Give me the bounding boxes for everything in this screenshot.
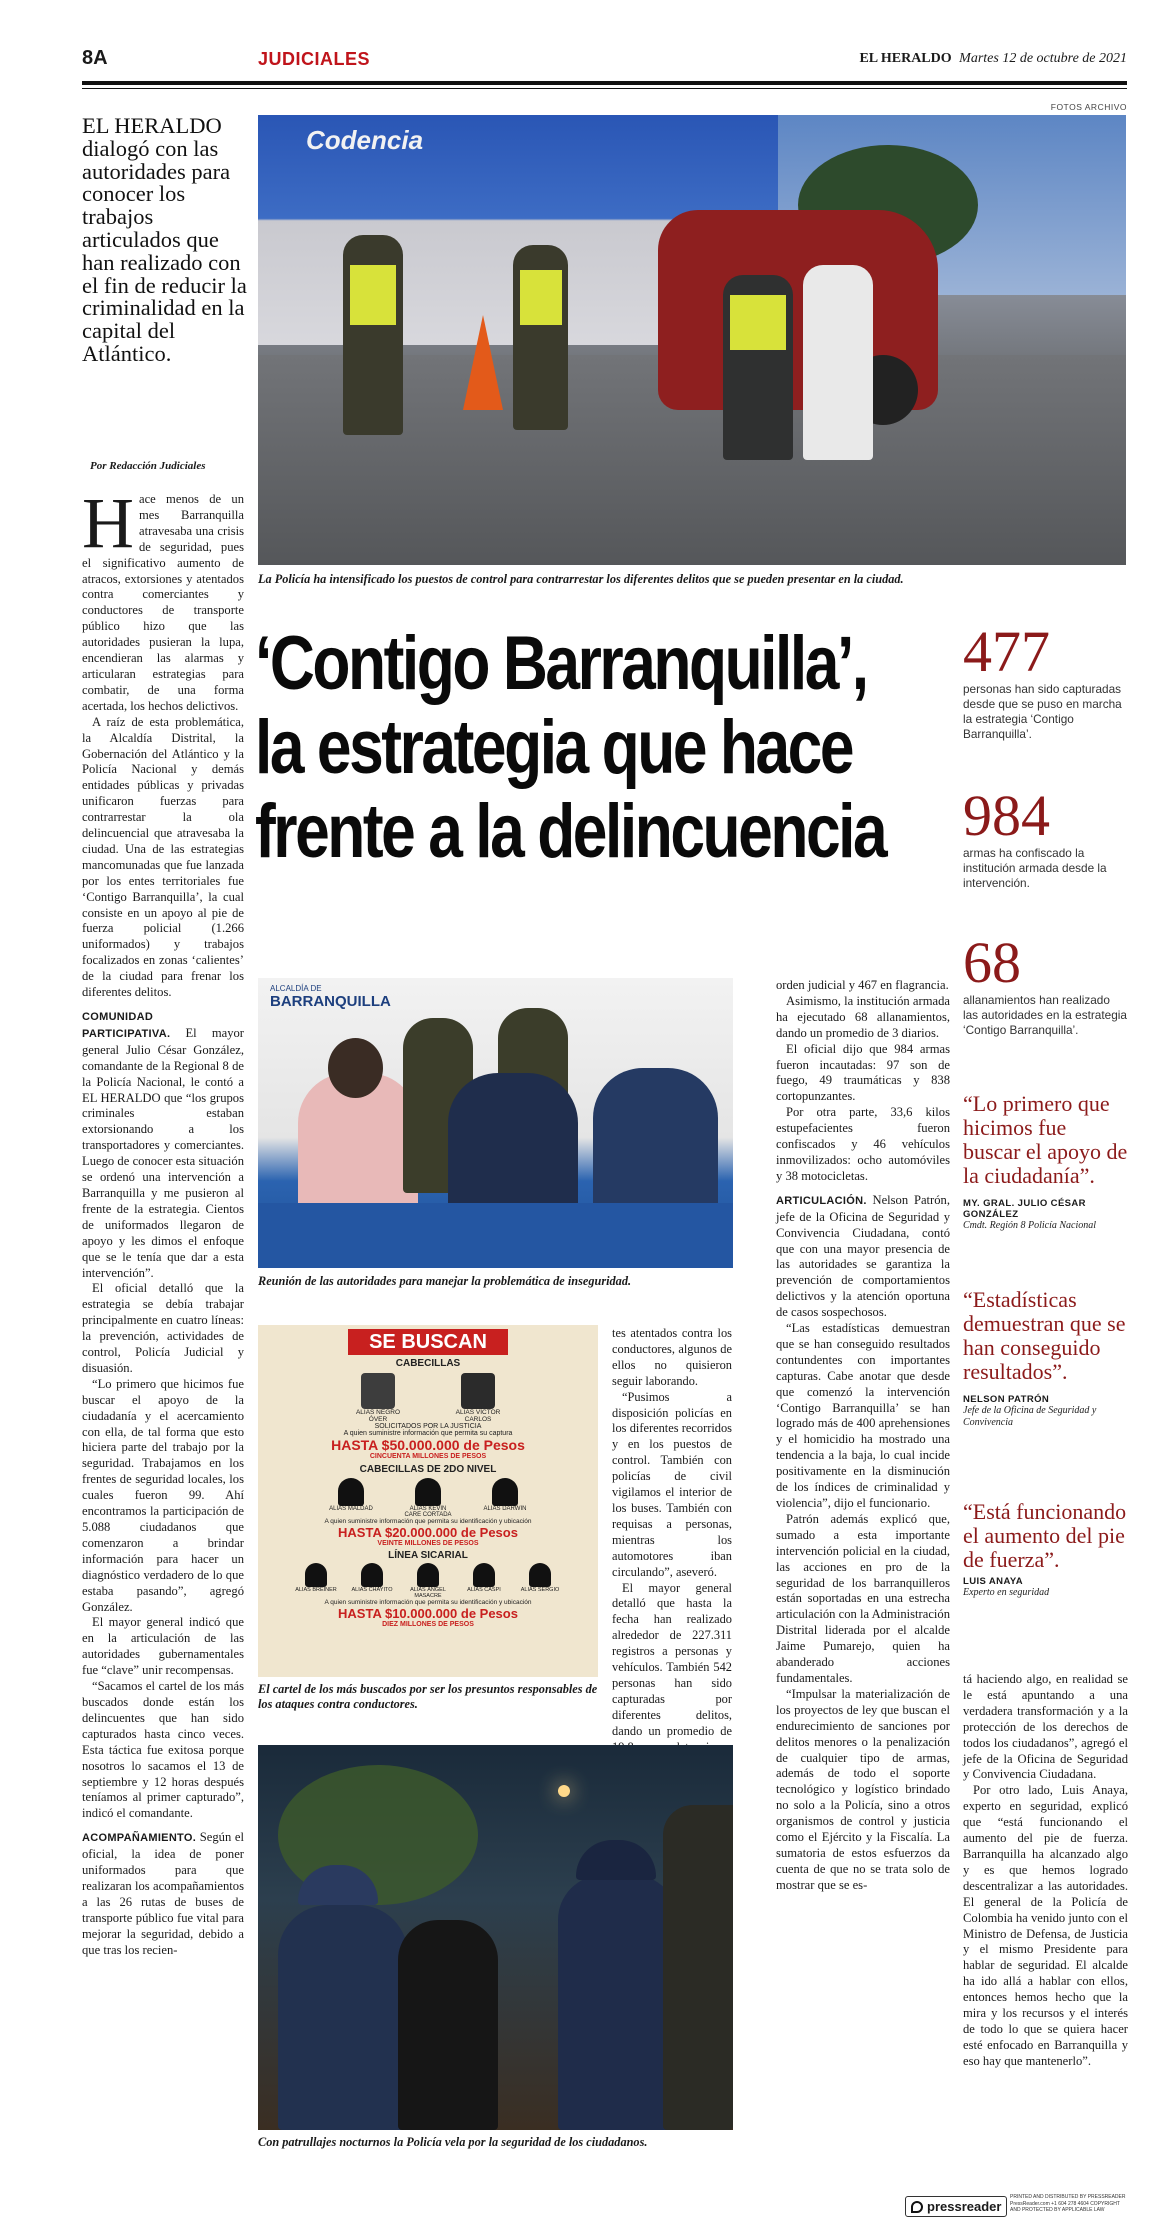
officer-3-vest	[730, 295, 786, 350]
poster-reward3: HASTA $10.000.000 de Pesos	[338, 1606, 518, 1621]
street-lights	[558, 1785, 570, 1797]
stat-text: personas han sido capturadas desde que se puso en marcha la estrategia ‘Contigo Barranquilla’.	[963, 682, 1122, 741]
poster-info3: A quien suministre información que permita su identificación y ubicación	[324, 1599, 532, 1606]
officer-2-vest	[520, 270, 562, 325]
page-number: 8A	[82, 47, 108, 69]
poster-row1	[258, 1373, 598, 1423]
photo1-caption: La Policía ha intensificado los puestos de control para contrarrestar los diferentes delitos que se pueden presentar en la ciudad.	[258, 572, 904, 586]
silhouette	[473, 1563, 495, 1587]
alias: ALIAS CASPI	[467, 1587, 501, 1593]
pull-quote-3	[963, 1500, 1128, 1599]
alias: ALIAS MALDAD	[329, 1506, 373, 1512]
paragraph: El mayor general indicó que en la articulación de las autoridades gubernamentales fue “clave” unir recompensas.	[82, 1615, 244, 1678]
subhead: COMUNIDAD PARTICIPATIVA.	[82, 1011, 171, 1040]
header-rule-thin	[82, 88, 1127, 89]
alias: ALIAS VÍCTOR CARLOS	[455, 1409, 501, 1423]
paragraph: El oficial detalló que la estrategia se debía trabajar principalmente en cuatro líneas: la prevención, actividades de control, Policía Judicial y disuasión.	[82, 1281, 244, 1375]
article-column-4	[776, 978, 950, 1894]
store-sign: Codencia	[306, 125, 424, 155]
poster-sub3: LÍNEA SICARIAL	[388, 1550, 468, 1561]
paragraph: tes atentados contra los conductores, algunos de ellos no quisieron seguir laborando.	[612, 1326, 732, 1388]
poster-title: SE BUSCAN	[348, 1329, 508, 1355]
quote-name: MY. GRAL. JULIO CÉSAR GONZÁLEZ	[963, 1198, 1086, 1220]
quote-name: NELSON PATRÓN	[963, 1394, 1050, 1405]
poster-info1: A quien suministre información que permita su captura	[343, 1430, 513, 1437]
alias: ALIAS ÁNGEL MASACRE	[410, 1587, 446, 1599]
byline: Por Redacción Judiciales	[90, 460, 206, 472]
pressreader-legal: PRINTED AND DISTRIBUTED BY PRESSREADER PressReader.com +1 604 278 4604 COPYRIGHT AND PROTECTED BY APPLICABLE LAW	[1010, 2194, 1126, 2213]
stat-block-3	[963, 930, 1128, 1038]
stat-number: 984	[963, 783, 1050, 848]
paragraph: Según el oficial, la idea de poner uniformados para que realizaran los acompañamientos a las 26 rutas de buses de transporte público fue vital para mejorar la seguridad, debido a que tras los recien-	[82, 1830, 244, 1957]
alias: ALIAS CHAYITO	[351, 1587, 393, 1593]
paragraph: Nelson Patrón, jefe de la Oficina de Seguridad y Convivencia Ciudadana, contó que con una mayor presencia de las autoridades se garantiza la prevención de comportamientos delictivos y la atención oportuna de casos sospechosos.	[776, 1192, 950, 1320]
pull-quote-1	[963, 1092, 1128, 1232]
silhouette	[305, 1563, 327, 1587]
poster-info2: A quien suministre información que permita su identificación y ubicación	[324, 1518, 532, 1525]
silhouette	[415, 1478, 441, 1506]
section-label: JUDICIALES	[258, 49, 371, 69]
poster-reward2-words: VEINTE MILLONES DE PESOS	[377, 1540, 479, 1547]
mugshot	[361, 1373, 395, 1409]
poster-reward1-words: CINCUENTA MILLONES DE PESOS	[369, 1453, 487, 1460]
stat-block-1	[963, 619, 1128, 742]
paragraph: Asimismo, la institución armada ha ejecutado 68 allanamientos, dando un promedio de 3 diarios.	[776, 993, 950, 1040]
wanted-poster	[258, 1325, 598, 1677]
pressreader-logo	[905, 2196, 1007, 2217]
person-head-1	[328, 1038, 383, 1098]
officer-right	[663, 1805, 733, 2130]
poster-sub2: CABECILLAS DE 2DO NIVEL	[359, 1464, 497, 1475]
photo-night-patrol	[258, 1745, 733, 2130]
paragraph: “Lo primero que hicimos fue buscar el apoyo de la ciudadanía y el acercamiento con ella, de tal forma que esto hiciera parte del trabajo por la seguridad. Trabajamos en los frentes de seguridad locales, los cuales fueron 99. Ahí encontramos la participación de 5.088 ciudadanos que comenzaron a brindar información para hacer un diagnóstico verdadero de lo que estaba pasando”, agregó González.	[82, 1376, 244, 1614]
silhouette	[417, 1563, 439, 1587]
quote-text: “Está funcionando el aumento del pie de fuerza”.	[963, 1499, 1127, 1572]
paragraph: tá haciendo algo, en realidad se le está apuntando a una verdadera transformación y a la protección de los derechos de todos los ciudadanos”, agregó el jefe de la Oficina de Seguridad y Convivencia Ciudadana.	[963, 1672, 1128, 1782]
civilian-with-cap	[278, 1905, 408, 2130]
civilian	[803, 265, 873, 460]
paragraph: Por otro lado, Luis Anaya, experto en seguridad, explicó que “está funcionando el aumento del pie de fuerza. Barranquilla ha alcanzado algo y es que hemos logrado descentralizar a las autoridades. El general de la Policía de Colombia ha venido junto con el Ministro de Defensa, de Justicia y el mismo Presidente para hablar de seguridad. El alcalde ha ido allá a hablar con ellos, entonces hemos hecho que la mira y los recursos y el interés de todo lo que se quiera hacer esté enfocado en Barranquilla y eso hay que mantenerlo”.	[963, 1783, 1128, 2068]
headline-line1: ‘Contigo Barranquilla’,	[255, 621, 867, 706]
header-rule	[82, 81, 1127, 85]
traffic-cone	[463, 315, 503, 410]
pressreader-brand: pressreader	[927, 2199, 1002, 2214]
alias: ALIAS KEVIN CARE CORTADA	[404, 1506, 452, 1518]
quote-name: LUIS ANAYA	[963, 1576, 1023, 1587]
paragraph: El oficial dijo que 984 armas fueron incautadas: 97 son de fuego, 49 traumáticas y 838 cortopunzantes.	[776, 1041, 950, 1104]
subhead: ARTICULACIÓN.	[776, 1194, 867, 1207]
paragraph: ace menos de un mes Barranquilla atravesaba una crisis de seguridad, pues el significativo aumento de atracos, extorsiones y atentados contra comerciantes y conductores de transporte público hizo que las autoridades pusieran la lupa, encendieran las alarmas y articularan estrategias para combatir, de una forma acertada, los hechos delictivos.	[82, 492, 244, 713]
paragraph: El mayor general detalló que hasta la fecha han realizado alrededor de 227.311 registros a personas y vehículos. También 542 personas han sido capturadas por diferentes delitos, dando un promedio de	[612, 1580, 732, 1738]
article-column-3	[612, 1326, 732, 1787]
headline-line3: frente a la delincuencia	[255, 789, 886, 874]
pull-quote-2	[963, 1288, 1128, 1429]
article-column-5	[963, 1672, 1128, 2070]
paragraph: “Pusimos a disposición policías en los diferentes recorridos y en los puestos de control. También con policías de civil vigilamos el interior de los buses. También con requisas a personas, mientras los automotores iban circulando”, aseveró.	[612, 1389, 732, 1579]
masthead-date	[859, 51, 1127, 67]
headline-line2: la estrategia que hace	[255, 705, 853, 790]
photo-meeting	[258, 978, 733, 1268]
police-officer	[558, 1875, 678, 2130]
paragraph: A raíz de esta problemática, la Alcaldía Distrital, la Gobernación del Atlántico y la Policía Nacional y demás entidades públicas y privadas unificaron fuerzas para contrarrestar la ola delincuencial que atravesaba la ciudad. Una de las estrategias mancomunadas que fue lanzada por los entes territoriales fue ‘Contigo Barranquilla’, la cual consiste en un apoyo al pie de fuerza policial (1.266 uniformados) y trabajos focalizados en zonas ‘calientes’ de la ciudad para frenar los diferentes delitos.	[82, 714, 244, 1000]
alias: ALIAS BREINER	[295, 1587, 337, 1593]
pressreader-icon	[911, 2201, 923, 2213]
banner-big: BARRANQUILLA	[270, 993, 391, 1010]
paragraph: El mayor general Julio César González, comandante de la Regional 8 de la Policía Nacional, le contó a EL HERALDO que “los grupos criminales estaban extorsionando a los transportadores y comerciantes. Luego de conocer esta situación se ordenó una intervención a Barranquilla y me pusieron al frente de la estrategia. Cientos de uniformados llegaron de apoyo y les dimos el enfoque que se le tenía que dar a esta intervención”.	[82, 1025, 244, 1280]
poster-solicitados: SOLICITADOS POR LA JUSTICIA	[374, 1423, 482, 1430]
poster-reward3-words: DIEZ MILLONES DE PESOS	[382, 1621, 474, 1628]
lead-deck: EL HERALDO dialogó con las autoridades para conocer los trabajos articulados que han realizado con el fin de reducir la criminalidad en la capital del Atlántico.	[82, 113, 247, 366]
poster-sub1: CABECILLAS	[395, 1358, 461, 1369]
silhouette	[361, 1563, 383, 1587]
banner-small: ALCALDÍA DE	[270, 984, 322, 993]
poster-caption: El cartel de los más buscados por ser los presuntos responsables de los ataques contra conductores.	[258, 1682, 598, 1711]
quote-role: Experto en seguridad	[963, 1587, 1050, 1598]
stat-block-2	[963, 783, 1128, 891]
poster-row3	[258, 1563, 598, 1599]
subhead: ACOMPAÑAMIENTO.	[82, 1832, 197, 1845]
stat-number: 68	[963, 930, 1021, 995]
stat-number: 477	[963, 619, 1050, 684]
quote-role: Cmdt. Región 8 Policía Nacional	[963, 1220, 1097, 1231]
officer-1-vest	[350, 265, 396, 325]
alias: ALIAS DARWIN	[483, 1506, 527, 1512]
photo-credit: FOTOS ARCHIVO	[1050, 102, 1127, 112]
alias: ALIAS SERGIO	[520, 1587, 560, 1593]
quote-text: “Estadísticas demuestran que se han conseguido resultados”.	[963, 1287, 1126, 1384]
poster-reward2: HASTA $20.000.000 de Pesos	[338, 1525, 518, 1540]
photo-checkpoint	[258, 115, 1126, 565]
paragraph: “Sacamos el cartel de los más buscados donde están los delincuentes que han sido capturados hasta cinco veces. Esta táctica fue exitosa porque nosotros lo sacamos el 13 de septiembre y 12 horas después teníamos al primer capturado”, indicó el comandante.	[82, 1679, 244, 1821]
article-column-1	[82, 483, 244, 1958]
stat-text: armas ha confiscado la institución armada desde la intervención.	[963, 846, 1107, 890]
paragraph: Por otra parte, 33,6 kilos estupefacientes fueron confiscados y 46 vehículos inmovilizados: ocho automóviles y 38 motocicletas.	[776, 1105, 950, 1183]
silhouette	[529, 1563, 551, 1587]
photo2-caption: Reunión de las autoridades para manejar la problemática de inseguridad.	[258, 1274, 632, 1288]
stat-text: allanamientos han realizado las autoridades en la estrategia ‘Contigo Barranquilla’.	[963, 993, 1127, 1037]
paragraph: “Impulsar la materialización de los proyectos de ley que buscan el endurecimiento de sanciones por delitos menores o la penalización de cualquier tipo de armas, además de todo el soporte tecnológico y logístico brindado no solo a la Policía, sino a otros organismos de control y justicia como el Ejército y la Fiscalía. La sumatoria de estos esfuerzos da cuenta de que no se trata solo de mostrar que se es-	[776, 1686, 950, 1892]
alias: ALIAS NEGRO ÓVER	[355, 1409, 401, 1423]
quote-text: “Lo primero que hicimos fue buscar el apoyo de la ciudadanía”.	[963, 1091, 1128, 1188]
poster-row2	[258, 1478, 598, 1518]
paragraph: “Las estadísticas demuestran que se han conseguido resultados contundentes con importantes capturas. Cabe anotar que desde que comenzó la intervención ‘Contigo Barranquilla’ se han logrado más de 400 aprehensiones y el homicidio ha mostrado una tendencia a la baja, lo cual incide positivamente en la disminución de los índices de criminalidad y violencia”, dijo el funcionario.	[776, 1321, 950, 1510]
headline	[255, 621, 886, 874]
silhouette	[338, 1478, 364, 1506]
dropcap: H	[82, 483, 134, 563]
police-cap	[576, 1840, 656, 1880]
paper-name: EL HERALDO	[859, 51, 952, 66]
table	[258, 1203, 733, 1268]
poster-reward1: HASTA $50.000.000 de Pesos	[331, 1437, 525, 1453]
banner-logo	[270, 984, 391, 1010]
date: Martes 12 de octubre de 2021	[959, 51, 1127, 66]
photo3-caption: Con patrullajes nocturnos la Policía vela por la seguridad de los ciudadanos.	[258, 2135, 648, 2149]
paragraph: orden judicial y 467 en flagrancia.	[776, 978, 949, 992]
paragraph: Patrón además explicó que, sumado a esta importante intervención policial en la ciudad, las acciones en pro de la seguridad de los barranquilleros están soportadas en una estrecha articulación con la Administración Distrital liderada por el alcalde Jaime Pumarejo, quien ha abanderado acciones fundamentales.	[776, 1511, 950, 1685]
silhouette	[492, 1478, 518, 1506]
man-black-shirt	[398, 1920, 498, 2130]
quote-role: Jefe de la Oficina de Seguridad y Convivencia	[963, 1405, 1097, 1428]
mugshot	[461, 1373, 495, 1409]
